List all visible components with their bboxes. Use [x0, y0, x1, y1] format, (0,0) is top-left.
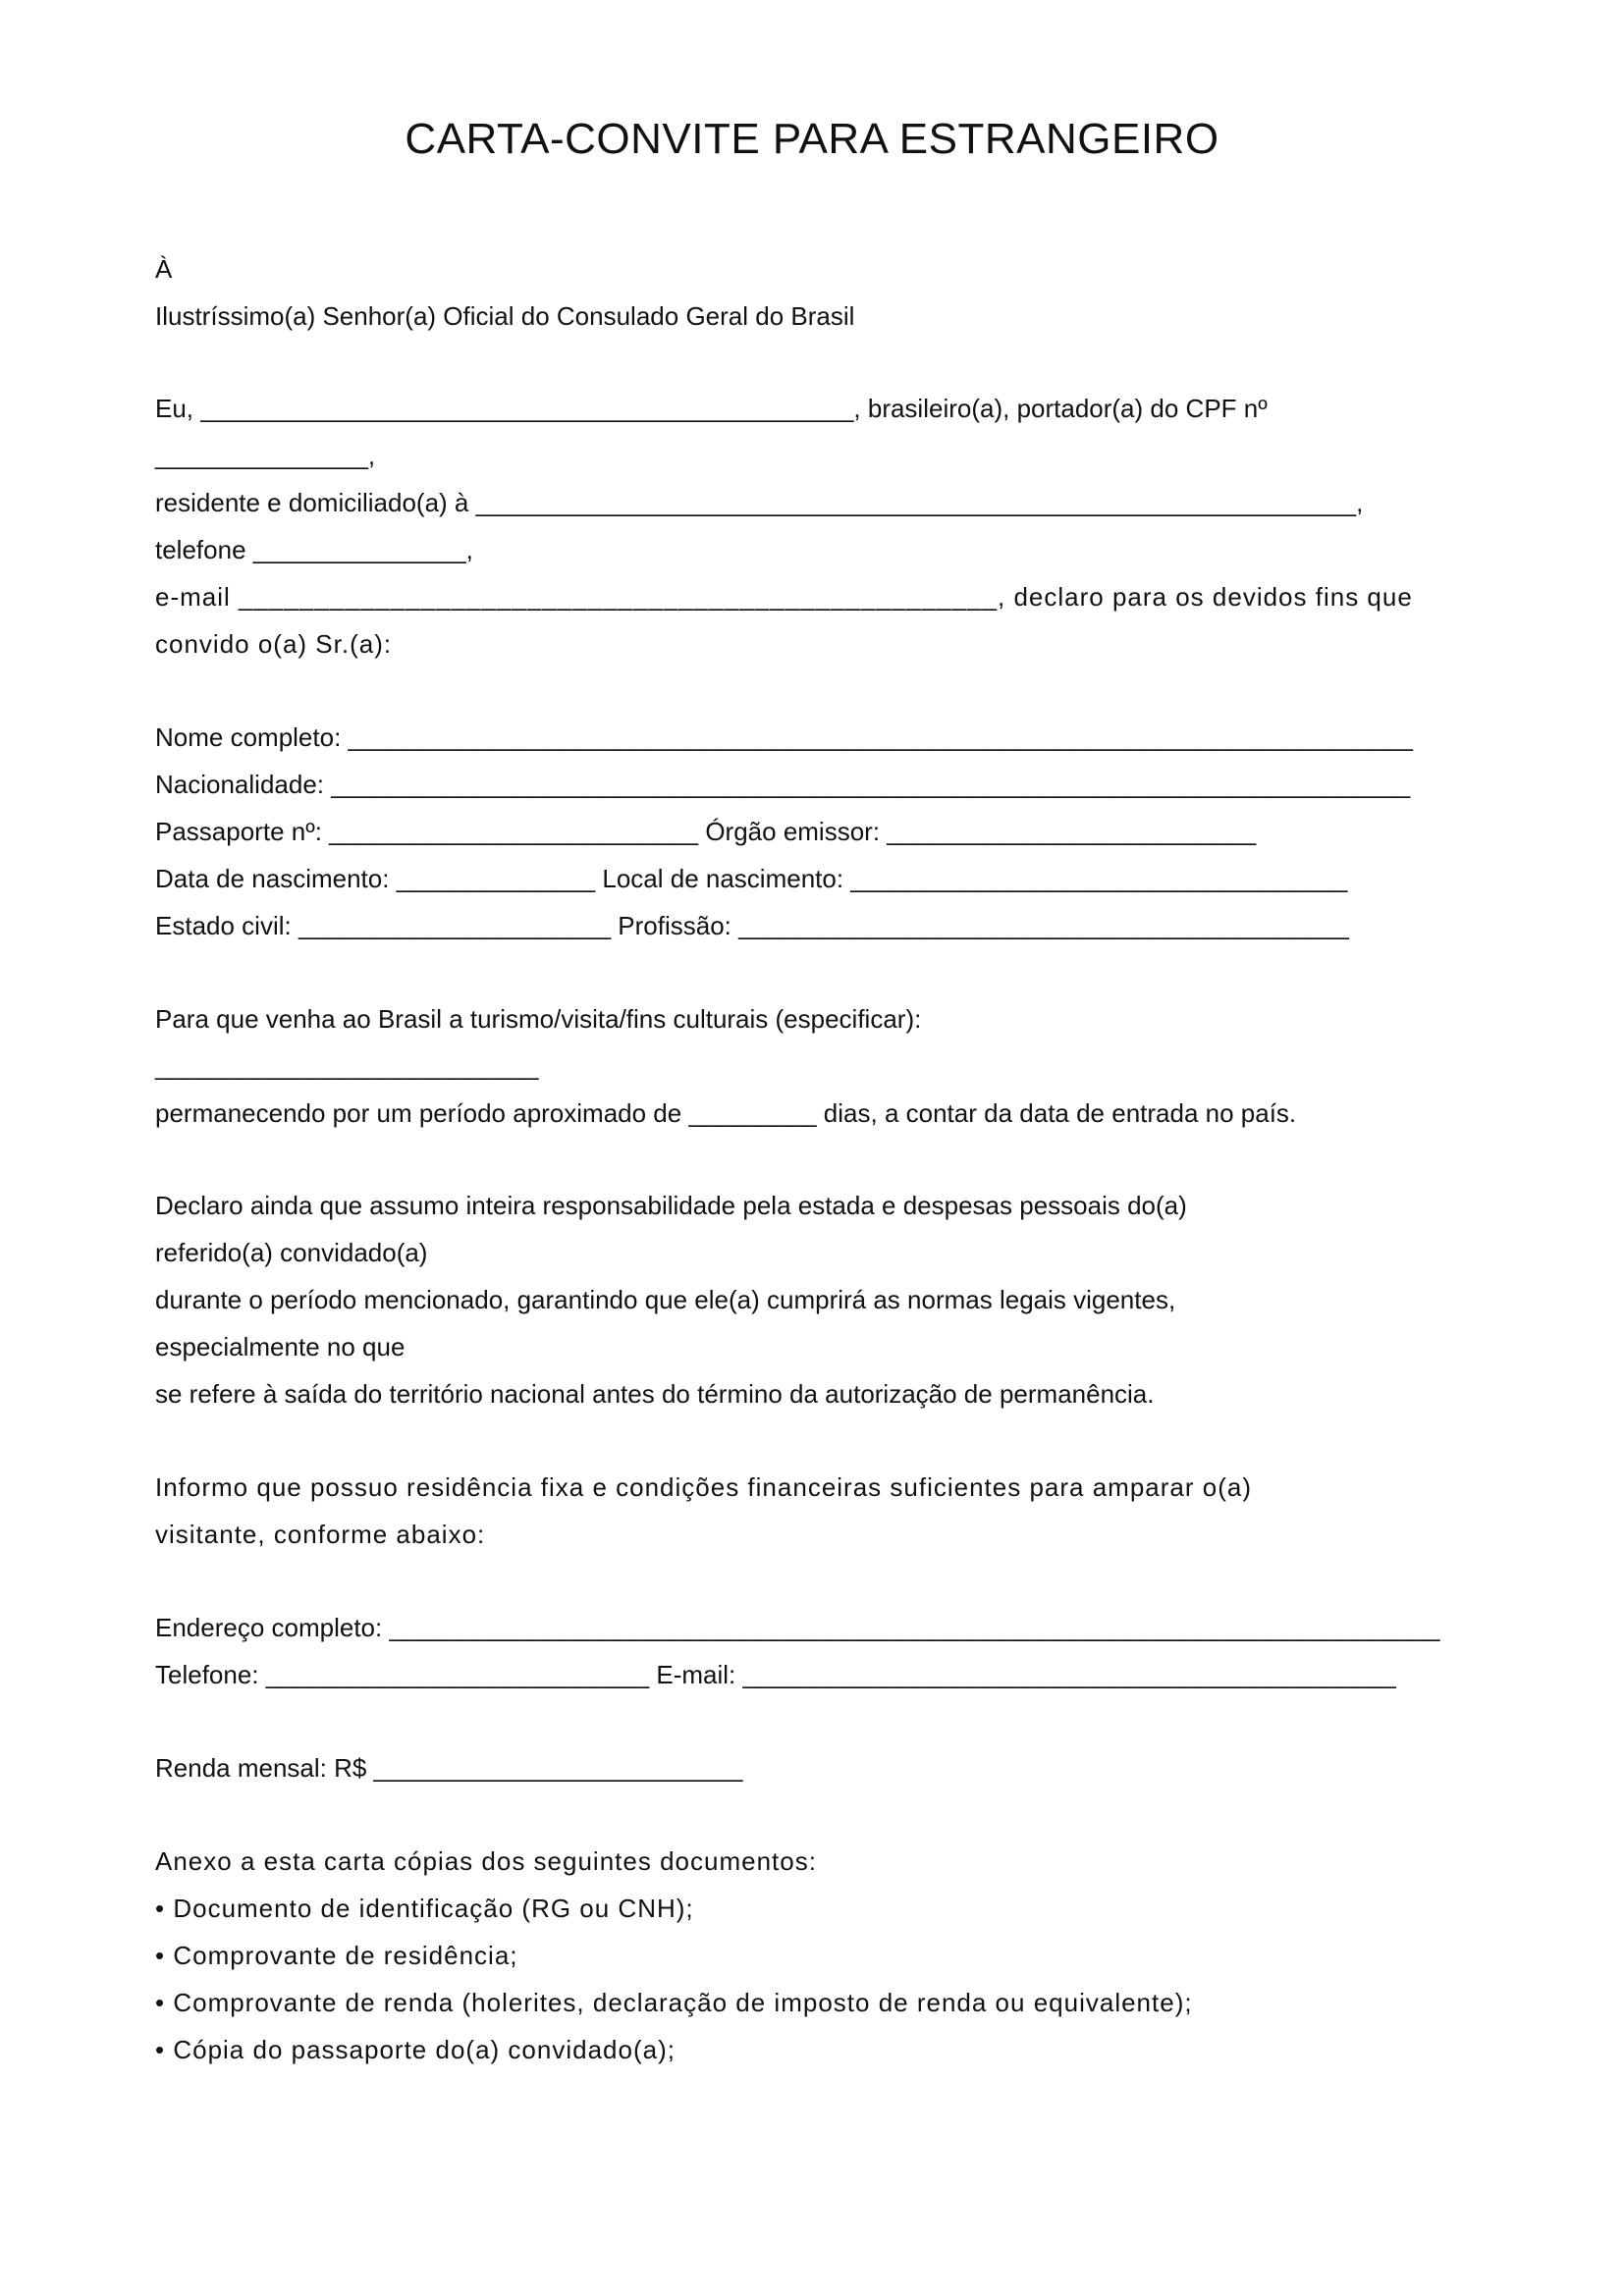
responsibility-line-1: Declaro ainda que assumo inteira responsabilidade pela estada e despesas pessoais do(a): [155, 1191, 1187, 1220]
attachment-item: • Cópia do passaporte do(a) convidado(a);: [155, 2035, 676, 2064]
financial-line-2: visitante, conforme abaixo:: [155, 1520, 486, 1549]
financial-line-1: Informo que possuo residência fixa e condições financeiras suficientes para amparar o(a): [155, 1472, 1252, 1502]
declarant-address-line: residente e domiciliado(a) à ______________________________________________________________,: [155, 488, 1364, 517]
attachment-item: • Comprovante de residência;: [155, 1941, 518, 1970]
attachment-item: • Documento de identificação (RG ou CNH);: [155, 1894, 694, 1923]
guest-passport-field: Passaporte nº: __________________________ Órgão emissor: __________________________: [155, 817, 1257, 846]
declarant-invite-line: convido o(a) Sr.(a):: [155, 629, 393, 659]
addressee-to: À: [155, 254, 173, 284]
declarant-phone-line: telefone _______________,: [155, 535, 473, 564]
attachments-intro: Anexo a esta carta cópias dos seguintes documentos:: [155, 1846, 817, 1876]
declarant-email-line: e-mail __________________________________________________, declaro para os devidos fins que: [155, 582, 1413, 612]
host-income-field: Renda mensal: R$ __________________________: [155, 1753, 743, 1783]
purpose-line: Para que venha ao Brasil a turismo/visita/fins culturais (especificar):: [155, 1004, 922, 1034]
declarant-name-line: Eu, ______________________________________________, brasileiro(a), portador(a) do CPF nº: [155, 394, 1268, 423]
addressee-recipient: Ilustríssimo(a) Senhor(a) Oficial do Consulado Geral do Brasil: [155, 301, 855, 331]
guest-civil-status-field: Estado civil: ______________________ Profissão: ___________________________________________: [155, 911, 1349, 940]
responsibility-line-2: referido(a) convidado(a): [155, 1238, 428, 1267]
responsibility-line-4: especialmente no que: [155, 1332, 406, 1362]
guest-nationality-field: Nacionalidade: ____________________________________________________________________________: [155, 770, 1411, 799]
guest-birth-field: Data de nascimento: ______________ Local de nascimento: ___________________________________: [155, 864, 1348, 893]
attachment-item: • Comprovante de renda (holerites, declaração de imposto de renda ou equivalente);: [155, 1988, 1193, 2017]
host-address-field: Endereço completo: __________________________________________________________________________: [155, 1613, 1440, 1642]
responsibility-line-3: durante o período mencionado, garantindo que ele(a) cumprirá as normas legais vigentes,: [155, 1285, 1176, 1314]
guest-name-field: Nome completo: ___________________________________________________________________________: [155, 722, 1414, 752]
purpose-specify-blank: ___________________________: [155, 1051, 539, 1081]
stay-period-line: permanecendo por um período aproximado de _________ dias, a contar da data de entrada no país.: [155, 1098, 1297, 1128]
document-title: CARTA-CONVITE PARA ESTRANGEIRO: [405, 115, 1219, 163]
responsibility-line-5: se refere à saída do território nacional antes do término da autorização de permanência.: [155, 1379, 1155, 1409]
host-contact-field: Telefone: ___________________________ E-mail: ______________________________________________: [155, 1660, 1396, 1689]
declarant-cpf-line: _______________,: [155, 441, 376, 470]
